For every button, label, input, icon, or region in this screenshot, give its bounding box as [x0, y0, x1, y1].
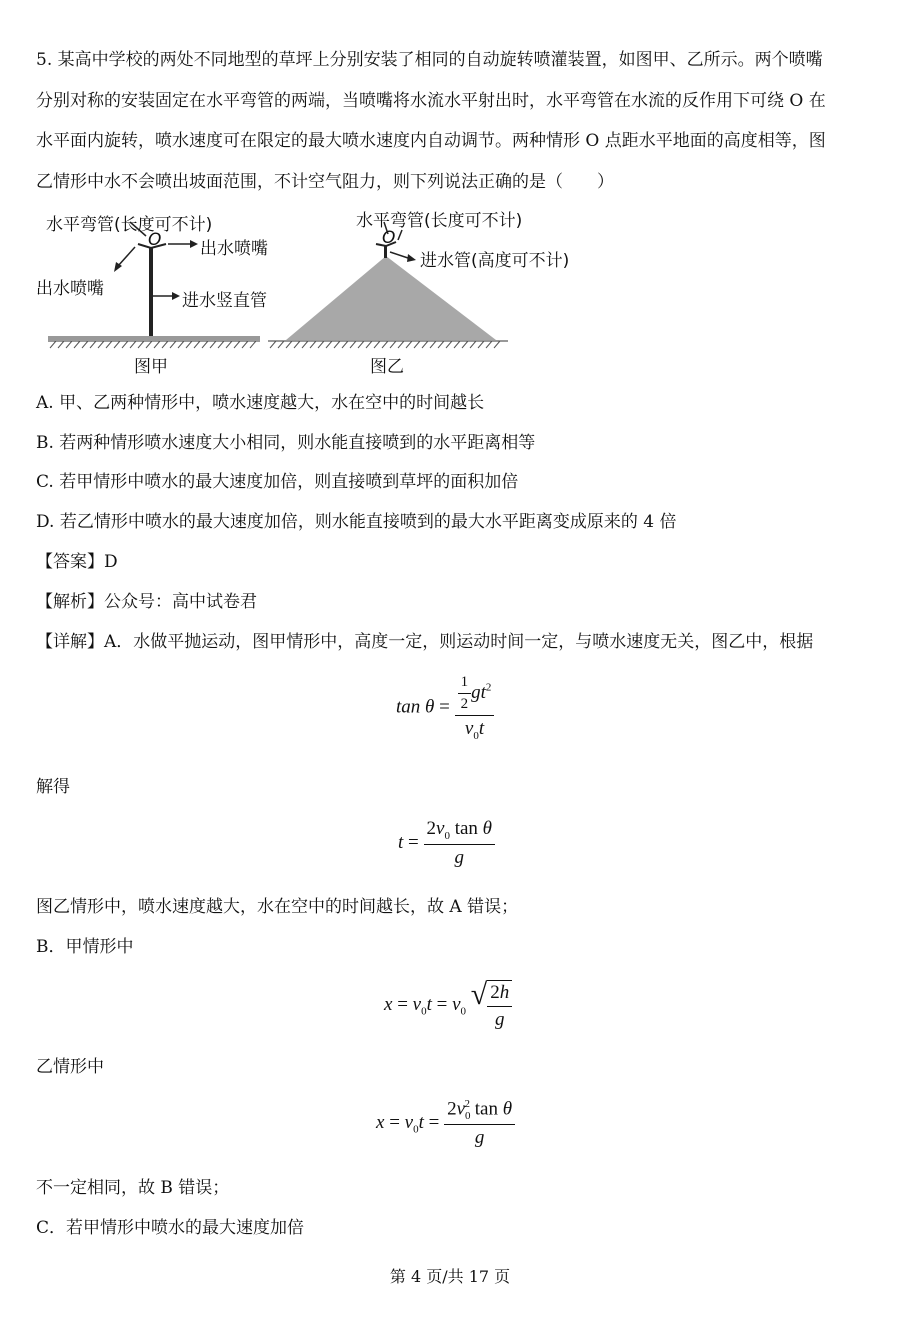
label-pipe-jia: 进水竖直管	[182, 291, 267, 311]
caption-jia: 图甲	[134, 357, 168, 377]
label-bend-yi: 水平弯管(长度可不计)	[356, 211, 523, 231]
solve-label: 解得	[36, 777, 70, 797]
label-nozzle-left-jia: 出水喷嘴	[36, 279, 104, 299]
label-o-jia: O	[148, 230, 162, 250]
option-d: D. 若乙情形中喷水的最大速度加倍，则水能直接喷到的最大水平距离变成原来的 4 倍	[36, 512, 677, 532]
text-a-conclusion: 图乙情形中，喷水速度越大，水在空中的时间越长，故 A 错误；	[36, 897, 519, 917]
equation-time: t = $\frac{2v_0 \tan \theta}{g}$	[398, 818, 495, 869]
text-b-conclusion: 不一定相同，故 B 错误；	[36, 1178, 230, 1198]
text-b-head: B．甲情形中	[36, 937, 134, 957]
option-a: A. 甲、乙两种情形中，喷水速度越大，水在空中的时间越长	[36, 393, 485, 413]
text-yi-head: 乙情形中	[36, 1057, 104, 1077]
analysis: 【解析】公众号：高中试卷君	[36, 592, 257, 612]
label-bend-jia: 水平弯管(长度可不计)	[46, 215, 213, 235]
figure-jia	[30, 200, 270, 380]
question-line: 水平面内旋转，喷水速度可在限定的最大喷水速度内自动调节。两种情形 O 点距水平地面的高度相等，图	[36, 131, 826, 151]
option-b: B. 若两种情形喷水速度大小相同，则水能直接喷到的水平距离相等	[36, 433, 536, 453]
question-stem	[36, 40, 866, 202]
question-line: 分别对称的安装固定在水平弯管的两端，当喷嘴将水流水平射出时，水平弯管在水流的反作用下可绕 O 在	[36, 90, 826, 111]
equation-tan-theta: tan θ = $\frac{1}{2}$ $gt^2$ $v_0t$	[396, 674, 494, 742]
label-o-yi: O	[382, 228, 396, 248]
label-pipe-yi: 进水管(高度可不计)	[420, 251, 570, 271]
question-line: 乙情形中水不会喷出坡面范围，不计空气阻力，则下列说法正确的是（ ）	[36, 171, 614, 192]
page-footer: 第 4 页/共 17 页	[389, 1267, 511, 1286]
figure-yi	[268, 200, 598, 380]
text-c-head: C．若甲情形中喷水的最大速度加倍	[36, 1218, 305, 1238]
answer: 【答案】D	[36, 552, 118, 572]
caption-yi: 图乙	[370, 357, 404, 377]
equation-x-yi: $x = v_0t$ = $\frac{2v_0^2 \tan \theta}{g}$	[376, 1098, 515, 1149]
label-nozzle-right-jia: 出水喷嘴	[200, 239, 268, 259]
equation-x-jia: $x = v_0t = v_0$ √ $\frac{2h}{g}$	[384, 980, 512, 1031]
question-line: 5. 某高中学校的两处不同地型的草坪上分别安装了相同的自动旋转喷灌装置，如图甲、乙所示。两个喷嘴	[36, 50, 823, 70]
option-c: C. 若甲情形中喷水的最大速度加倍，则直接喷到草坪的面积加倍	[36, 472, 519, 492]
detail-a: 【详解】A．水做平抛运动，图甲情形中，高度一定，则运动时间一定，与喷水速度无关，图乙中，根据	[36, 632, 814, 652]
